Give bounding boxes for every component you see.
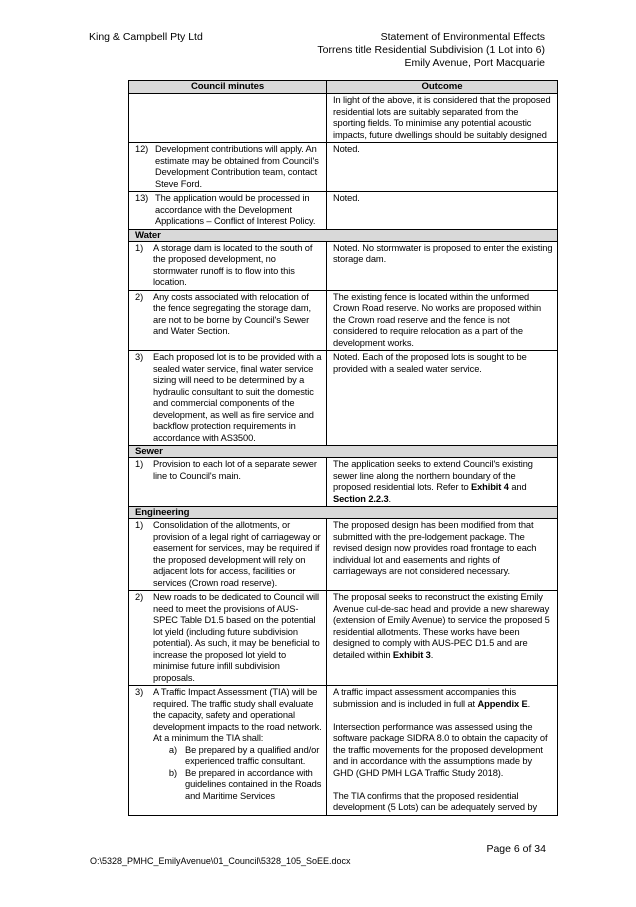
outcome-cell: Noted. No stormwater is proposed to enter the existing storage dam. — [327, 241, 558, 290]
outcome-text: The application seeks to extend Council's existing sewer line along the northern boundary of the proposed residential lots. Refer to — [333, 459, 533, 492]
page-number: Page 6 of 34 — [486, 843, 546, 855]
outcome-cell — [327, 591, 558, 686]
item-number: 3) — [135, 352, 144, 362]
section-heading: Engineering — [129, 507, 558, 519]
outcome-text: . — [430, 649, 434, 660]
document-location: Emily Avenue, Port Macquarie — [404, 57, 545, 69]
minute-cell — [129, 686, 327, 816]
outcome-cell: Noted. Each of the proposed lots is sought to be provided with a sealed water service. — [327, 351, 558, 446]
minute-cell — [129, 143, 327, 192]
sub-item-text: Be prepared in accordance with guidelines contained in the Roads and Maritime Services — [185, 767, 322, 801]
section-row-sewer — [129, 446, 558, 458]
minute-text: Development contributions will apply. An estimate may be obtained from Council's Development Contribution team, contact Steve Ford. — [155, 144, 319, 189]
minute-text: Any costs associated with relocation of the fence segregating the storage dam, are not to be borne by Council's Sewer and Water Section. — [153, 291, 311, 336]
outcome-text: . — [388, 493, 392, 504]
outcome-paragraph: The TIA confirms that the proposed residential development (5 Lots) can be adequately served by — [333, 790, 537, 812]
minute-text: Provision to each lot of a separate sewer line to Council's main. — [153, 459, 317, 481]
item-number: 3) — [135, 687, 144, 697]
document-title: Statement of Environmental Effects — [380, 31, 545, 43]
item-number: 1) — [135, 520, 144, 530]
outcome-paragraph — [333, 687, 553, 710]
outcome-cell: Noted. — [327, 192, 558, 230]
minute-text: A Traffic Impact Assessment (TIA) will be required. The traffic study shall evaluate the capacity, safety and operational development impacts to the road network. At a minimum the TIA shall: — [153, 687, 322, 743]
minute-text: The application would be processed in accordance with the Development Applications – Conflict of Interest Policy. — [155, 193, 316, 226]
table-row — [129, 519, 558, 591]
minute-text: A storage dam is located to the south of the proposed development, no stormwater runoff is to flow into this location. — [153, 242, 313, 287]
item-number: 1) — [135, 459, 144, 469]
section-heading: Sewer — [129, 446, 558, 458]
sub-item — [155, 768, 322, 803]
minute-cell — [129, 241, 327, 290]
section-row-engineering — [129, 507, 558, 519]
outcome-cell — [327, 686, 558, 816]
document-subtitle: Torrens title Residential Subdivision (1 Lot into 6) — [317, 44, 545, 56]
minute-cell — [129, 290, 327, 351]
item-number: 2) — [135, 592, 144, 602]
document-header — [317, 31, 545, 70]
minute-cell — [129, 192, 327, 230]
outcome-cell — [327, 458, 558, 507]
minute-cell — [129, 458, 327, 507]
outcome-cell: The existing fence is located within the unformed Crown Road reserve. No works are proposed within the Crown road reserve and the fence is not considered to require relocation as a part of the development works. — [327, 290, 558, 351]
sub-item-letter: a) — [168, 744, 177, 755]
minute-text: New roads to be dedicated to Council will need to meet the provisions of AUS-SPEC Table D1.5 based on the potential lot yield (including future subdivision potential). As such, it may be beneficial to increase the proposed lot yield to minimise future infill subdivision proposals. — [153, 592, 320, 683]
minute-cell — [129, 591, 327, 686]
section-row-water — [129, 229, 558, 241]
item-number: 13) — [135, 193, 149, 203]
section-reference: Section 2.2.3 — [333, 493, 389, 504]
outcome-cell: Noted. — [327, 143, 558, 192]
item-number: 1) — [135, 242, 144, 253]
col-header-outcome: Outcome — [327, 81, 558, 94]
outcome-text: and — [508, 482, 527, 492]
outcome-cell: In light of the above, it is considered that the proposed residential lots are suitably separated from the sporting fields. To minimise any potential acoustic impacts, future dwellings should be suitably designed — [327, 94, 558, 143]
table-row — [129, 351, 558, 446]
minute-cell — [129, 519, 327, 591]
item-number: 2) — [135, 291, 144, 302]
company-name: King & Campbell Pty Ltd — [89, 31, 203, 43]
section-heading: Water — [129, 229, 558, 241]
outcome-text: The proposal seeks to reconstruct the existing Emily Avenue cul-de-sac head and provide a new shareway (extension of Emily Avenue) to service the proposed 5 residential allotments. These works have been designed to comply with AUS-PEC D1.5 and are detailed within — [333, 592, 550, 660]
table-header-row — [129, 81, 558, 94]
minute-cell — [129, 351, 327, 446]
table-row — [129, 458, 558, 507]
outcome-paragraph: Intersection performance was assessed using the software package SIDRA 8.0 to obtain the capacity of the traffic movements for the proposed development and in accordance with the assumptions made by GHD (GHD PMH LGA Traffic Study 2018). — [333, 721, 548, 778]
outcome-cell: The proposed design has been modified from that submitted with the pre-lodgement package. The revised design now provides road frontage to each individual lot and easements and rights of carriageways are not considered necessary. — [327, 519, 558, 591]
minute-text: Consolidation of the allotments, or provision of a legal right of carriageway or easement for services, may be required if the proposed development will rely on adjacent lots for access, facilities or services (Crown road reserve). — [153, 520, 321, 588]
table-row — [129, 290, 558, 351]
table-row — [129, 591, 558, 686]
table-row — [129, 241, 558, 290]
table-row — [129, 686, 558, 816]
file-path: O:\5328_PMHC_EmilyAvenue\01_Council\5328_105_SoEE.docx — [90, 856, 351, 866]
sub-item-letter: b) — [168, 767, 177, 778]
minute-cell — [129, 94, 327, 143]
outcome-text: A traffic impact assessment accompanies this submission and is included in full at — [333, 687, 516, 709]
sub-item — [155, 745, 322, 768]
col-header-council-minutes: Council minutes — [129, 81, 327, 94]
item-number: 12) — [135, 144, 149, 154]
exhibit-reference: Exhibit 4 — [471, 482, 509, 492]
outcome-text: . — [527, 698, 531, 709]
exhibit-reference: Exhibit 3 — [392, 649, 431, 660]
sub-item-text: Be prepared by a qualified and/or experienced traffic consultant. — [185, 744, 320, 766]
table-row — [129, 143, 558, 192]
minute-text: Each proposed lot is to be provided with a sealed water service, final water service sizing will need to be determined by a hydraulic consultant to suit the domestic and commercial components of the development, as well as fire service and backflow protection requirements in accordance with AS3500. — [153, 352, 322, 443]
appendix-reference: Appendix E — [477, 698, 528, 709]
council-minutes-table — [128, 80, 558, 816]
table-row — [129, 94, 558, 143]
table-row — [129, 192, 558, 230]
